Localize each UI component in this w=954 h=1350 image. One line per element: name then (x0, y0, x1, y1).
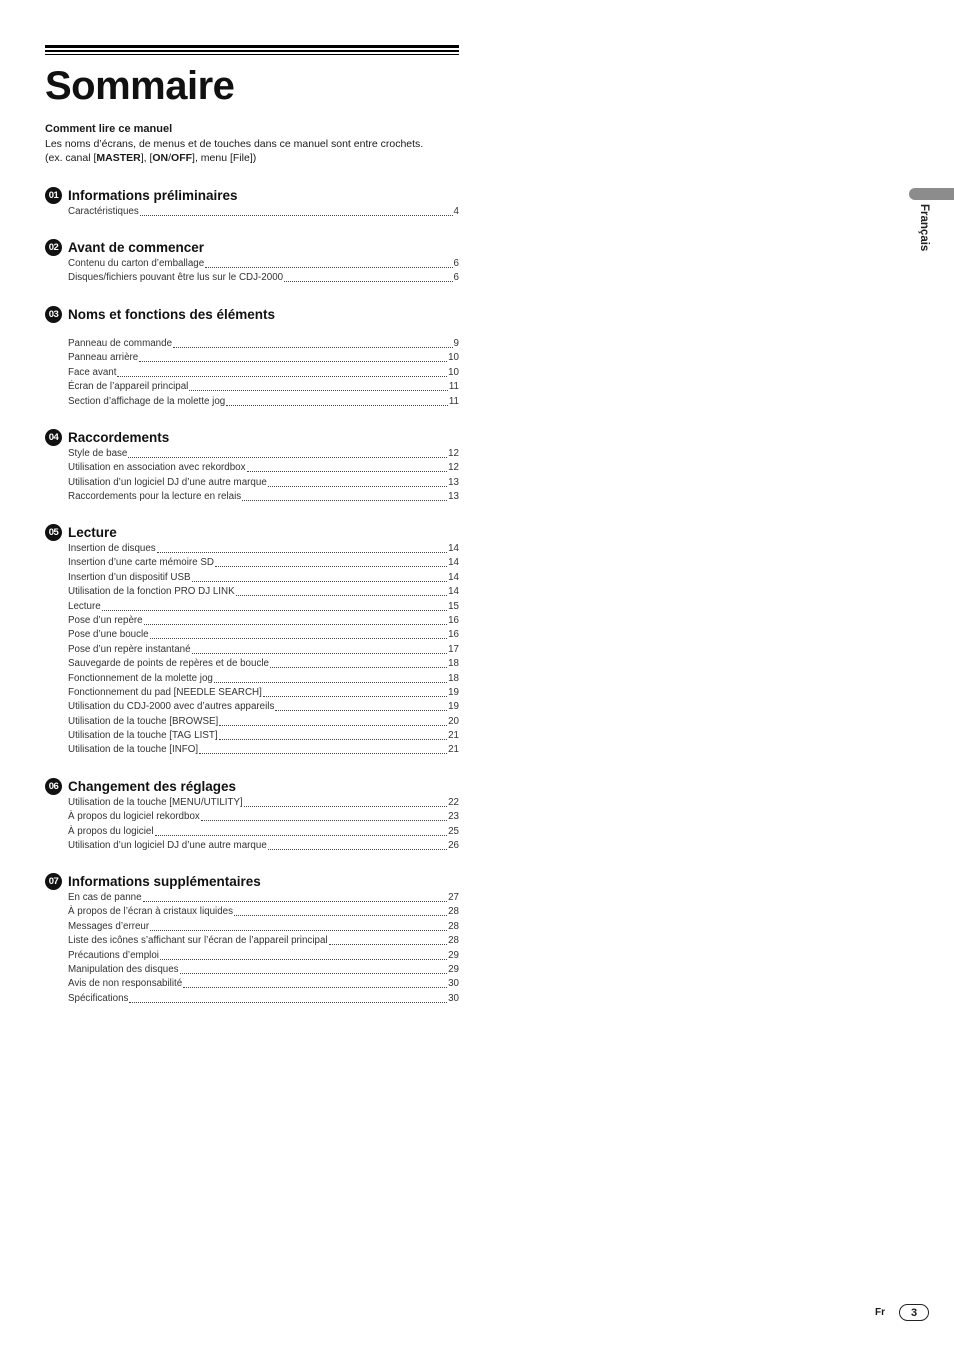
dot-leader (180, 964, 448, 974)
dot-leader (160, 950, 447, 960)
toc-entry-text: À propos de l’écran à cristaux liquides (68, 906, 234, 918)
dot-leader (270, 658, 447, 668)
section-title: Lecture (68, 524, 117, 540)
example-master: MASTER (96, 152, 141, 164)
section-number-badge: 07 (45, 873, 62, 890)
toc-entry[interactable] (68, 600, 459, 614)
toc-entry[interactable] (68, 949, 459, 963)
section-title: Informations supplémentaires (68, 873, 261, 889)
toc-entry-text: À propos du logiciel rekordbox (68, 811, 200, 823)
toc-entry-text: Utilisation de la touche [INFO] (68, 744, 199, 756)
toc-entry[interactable] (68, 351, 459, 365)
page-number: 3 (899, 1304, 929, 1321)
toc-entry-text: Utilisation de la touche [TAG LIST] (68, 730, 218, 742)
toc-entry[interactable] (68, 643, 459, 657)
title-rule (45, 45, 459, 55)
section-heading[interactable] (45, 305, 459, 323)
toc-entry[interactable] (68, 992, 459, 1006)
dot-leader (173, 338, 453, 348)
toc-entry[interactable] (68, 461, 459, 475)
toc-entry-text: Messages d’erreur (68, 920, 150, 932)
dot-leader (143, 892, 448, 902)
dot-leader (284, 272, 452, 282)
dot-leader (150, 629, 447, 639)
toc-entry-page: 13 (448, 491, 459, 503)
example-on: ON (152, 152, 169, 164)
dot-leader (157, 543, 447, 553)
toc-entry-text: Avis de non responsabilité (68, 978, 183, 990)
dot-leader (150, 921, 447, 931)
dot-leader (329, 935, 448, 945)
toc-entry[interactable] (68, 556, 459, 570)
toc-entry-page: 28 (448, 920, 459, 932)
toc-entry-page: 27 (448, 892, 459, 903)
toc-entry-text: Fonctionnement de la molette jog (68, 672, 213, 684)
toc-entry-text: Panneau arrière (68, 352, 139, 364)
toc-entry-page: 23 (448, 811, 459, 823)
toc-entry-text: Fonctionnement du pad [NEEDLE SEARCH] (68, 686, 262, 698)
toc-entry-page: 6 (453, 258, 459, 269)
section-title: Raccordements (68, 429, 170, 445)
toc-entry-page: 11 (448, 381, 459, 393)
toc-entry[interactable] (68, 686, 459, 700)
toc-entry[interactable] (68, 542, 459, 556)
toc-entry-page: 17 (448, 643, 459, 655)
toc-entry-page: 20 (448, 715, 459, 727)
toc-entry-text: Utilisation en association avec rekordbox (68, 462, 246, 474)
toc-entry-text: Section d’affichage de la molette jog (68, 395, 226, 407)
section-number-badge: 04 (45, 429, 62, 446)
dot-leader (268, 840, 447, 850)
toc-entry-page: 11 (448, 395, 459, 407)
toc-section (45, 238, 459, 286)
dot-leader (268, 477, 447, 487)
dot-leader (236, 586, 447, 596)
toc-entry-list (68, 891, 459, 1006)
toc-entry-page: 4 (453, 206, 459, 217)
toc-section (45, 523, 459, 758)
toc-entry-text: Caractéristiques (68, 206, 139, 217)
toc-entry-page: 25 (448, 825, 459, 837)
toc-entry-text: Disques/fichiers pouvant être lus sur le CDJ-2000 (68, 272, 284, 284)
toc-entry-page: 10 (448, 366, 459, 378)
language-tab (909, 188, 954, 200)
dot-leader (189, 381, 447, 391)
example-mid: ], [ (140, 152, 153, 164)
toc-entry-page: 18 (448, 672, 459, 684)
toc-entry[interactable] (68, 672, 459, 686)
footer-language: Fr (875, 1307, 885, 1318)
toc-entry-list (68, 337, 459, 409)
toc-entry-text: Insertion d’une carte mémoire SD (68, 557, 214, 569)
toc-entry[interactable] (68, 257, 459, 271)
toc-entry-text: Utilisation de la touche [BROWSE] (68, 715, 219, 727)
page-title: Sommaire (45, 64, 235, 108)
toc-entry-text: Précautions d’emploi (68, 949, 159, 961)
toc-entry-page: 14 (448, 543, 459, 554)
dot-leader (128, 448, 447, 458)
toc-entry[interactable] (68, 715, 459, 729)
dot-leader (244, 797, 447, 807)
dot-leader (214, 673, 447, 683)
toc-entry-text: Liste des icônes s’affichant sur l’écran de l’appareil principal (68, 935, 328, 947)
dot-leader (226, 396, 448, 406)
toc-entry-page: 9 (453, 338, 459, 349)
toc-entry-text: Utilisation d’un logiciel DJ d’une autre marque (68, 476, 267, 488)
toc-entry-text: En cas de panne (68, 892, 142, 903)
toc-entry-page: 19 (448, 686, 459, 698)
toc-entry-text: Panneau de commande (68, 338, 173, 349)
toc-entry-text: À propos du logiciel (68, 825, 154, 837)
toc-entry-page: 14 (448, 571, 459, 583)
toc-entry-list (68, 542, 459, 758)
toc-entry[interactable] (68, 571, 459, 585)
dot-leader (199, 744, 447, 754)
toc-entry[interactable] (68, 614, 459, 628)
toc-entry-text: Utilisation de la fonction PRO DJ LINK (68, 586, 235, 598)
toc-entry[interactable] (68, 628, 459, 642)
dot-leader (117, 367, 447, 377)
section-heading[interactable] (45, 186, 459, 204)
toc-entry-page: 26 (448, 840, 459, 852)
section-heading[interactable] (45, 777, 459, 795)
toc-section (45, 186, 459, 219)
toc-entry[interactable] (68, 825, 459, 839)
toc-entry-page: 13 (448, 476, 459, 488)
toc-entry-page: 29 (448, 963, 459, 975)
toc-entry-page: 18 (448, 658, 459, 670)
toc-entry[interactable] (68, 977, 459, 991)
dot-leader (247, 462, 448, 472)
dot-leader (234, 906, 447, 916)
toc-entry-text: Utilisation du CDJ-2000 avec d’autres appareils (68, 701, 275, 713)
toc-entry[interactable] (68, 205, 459, 219)
toc-section (45, 428, 459, 505)
toc-entry-page: 19 (448, 701, 459, 713)
toc-entry[interactable] (68, 476, 459, 490)
toc-entry-text: Pose d’un repère (68, 614, 143, 626)
toc-entry-text: Pose d’une boucle (68, 629, 149, 641)
dot-leader (129, 993, 447, 1003)
toc-entry-list (68, 205, 459, 219)
section-number-badge: 03 (45, 306, 62, 323)
toc-entry-page: 15 (448, 600, 459, 612)
how-to-read-heading: Comment lire ce manuel (45, 123, 173, 135)
dot-leader (139, 352, 447, 362)
toc-entry-text: Manipulation des disques (68, 963, 179, 975)
toc-entry[interactable] (68, 729, 459, 743)
section-heading[interactable] (45, 523, 459, 541)
toc-entry[interactable] (68, 934, 459, 948)
dot-leader (144, 615, 447, 625)
section-number-badge: 02 (45, 239, 62, 256)
dot-leader (275, 701, 447, 711)
toc-entry-text: Utilisation de la touche [MENU/UTILITY] (68, 797, 243, 808)
toc-entry-page: 21 (448, 744, 459, 756)
toc-entry[interactable] (68, 380, 459, 394)
toc-entry-page: 28 (448, 906, 459, 918)
section-heading[interactable] (45, 428, 459, 446)
toc-entry-page: 10 (448, 352, 459, 364)
toc-entry-list (68, 257, 459, 286)
toc-entry-page: 21 (448, 730, 459, 742)
dot-leader (155, 826, 448, 836)
toc-entry[interactable] (68, 395, 459, 409)
toc-entry-text: Raccordements pour la lecture en relais (68, 491, 242, 503)
section-title: Noms et fonctions des éléments (68, 306, 276, 322)
toc-entry-page: 28 (448, 935, 459, 947)
dot-leader (242, 491, 447, 501)
toc-entry-page: 14 (448, 586, 459, 598)
toc-entry[interactable] (68, 743, 459, 757)
how-to-read-example (45, 151, 465, 166)
dot-leader (215, 557, 447, 567)
toc-entry[interactable] (68, 839, 459, 853)
toc-entry-text: Utilisation d’un logiciel DJ d’une autre marque (68, 840, 267, 852)
dot-leader (183, 978, 447, 988)
section-number-badge: 01 (45, 187, 62, 204)
toc-entry-list (68, 796, 459, 854)
toc-entry[interactable] (68, 490, 459, 504)
toc-entry-page: 14 (448, 557, 459, 569)
toc-entry[interactable] (68, 271, 459, 285)
toc-entry-page: 30 (448, 992, 459, 1004)
dot-leader (192, 644, 448, 654)
section-number-badge: 05 (45, 524, 62, 541)
example-suffix: ], menu [File]) (192, 152, 257, 164)
toc-entry[interactable] (68, 963, 459, 977)
toc-entry[interactable] (68, 891, 459, 905)
toc-entry[interactable] (68, 810, 459, 824)
how-to-read-line1: Les noms d’écrans, de menus et de touches dans ce manuel sont entre crochets. (45, 137, 424, 150)
dot-leader (192, 572, 448, 582)
toc-entry-text: Insertion d’un dispositif USB (68, 571, 191, 583)
toc-entry-text: Style de base (68, 448, 128, 459)
toc-entry-page: 16 (448, 629, 459, 641)
dot-leader (201, 811, 447, 821)
dot-leader (102, 601, 447, 611)
dot-leader (219, 716, 447, 726)
section-title: Informations préliminaires (68, 187, 238, 203)
section-heading[interactable] (45, 238, 459, 256)
section-number-badge: 06 (45, 778, 62, 795)
how-to-read (45, 122, 465, 166)
section-heading[interactable] (45, 872, 459, 890)
toc-entry-text: Écran de l’appareil principal (68, 381, 189, 393)
side-language-label: Français (918, 204, 930, 252)
toc-entry[interactable] (68, 700, 459, 714)
toc-entry[interactable] (68, 657, 459, 671)
dot-leader (205, 258, 452, 268)
toc-entry-text: Face avant (68, 366, 117, 378)
toc-entry-text: Contenu du carton d’emballage (68, 258, 205, 269)
toc-entry[interactable] (68, 905, 459, 919)
example-slash: / (168, 152, 172, 164)
section-title: Changement des réglages (68, 778, 237, 794)
toc-entry-text: Insertion de disques (68, 543, 156, 554)
toc-section (45, 872, 459, 1006)
toc-entry-page: 29 (448, 949, 459, 961)
toc-entry-page: 6 (453, 272, 459, 284)
toc-entry-page: 22 (448, 797, 459, 808)
toc-entry-page: 12 (448, 448, 459, 459)
toc-entry[interactable] (68, 447, 459, 461)
toc-entry-page: 12 (448, 462, 459, 474)
example-off: OFF (171, 152, 193, 164)
toc-entry[interactable] (68, 585, 459, 599)
dot-leader (219, 730, 448, 740)
toc-entry-text: Lecture (68, 600, 101, 612)
toc-entry[interactable] (68, 796, 459, 810)
dot-leader (140, 206, 453, 216)
section-title: Avant de commencer (68, 239, 205, 255)
toc-entry[interactable] (68, 920, 459, 934)
example-prefix: (ex. canal [ (45, 152, 97, 164)
toc-entry[interactable] (68, 337, 459, 351)
toc-entry-text: Sauvegarde de points de repères et de boucle (68, 658, 269, 670)
toc-section (45, 777, 459, 854)
dot-leader (263, 687, 447, 697)
toc-entry-page: 16 (448, 614, 459, 626)
toc-entry[interactable] (68, 366, 459, 380)
toc-entry-text: Pose d’un repère instantané (68, 643, 191, 655)
toc-section (45, 305, 459, 409)
toc-entry-text: Spécifications (68, 992, 129, 1004)
toc-entry-list (68, 447, 459, 505)
toc-entry-page: 30 (448, 978, 459, 990)
